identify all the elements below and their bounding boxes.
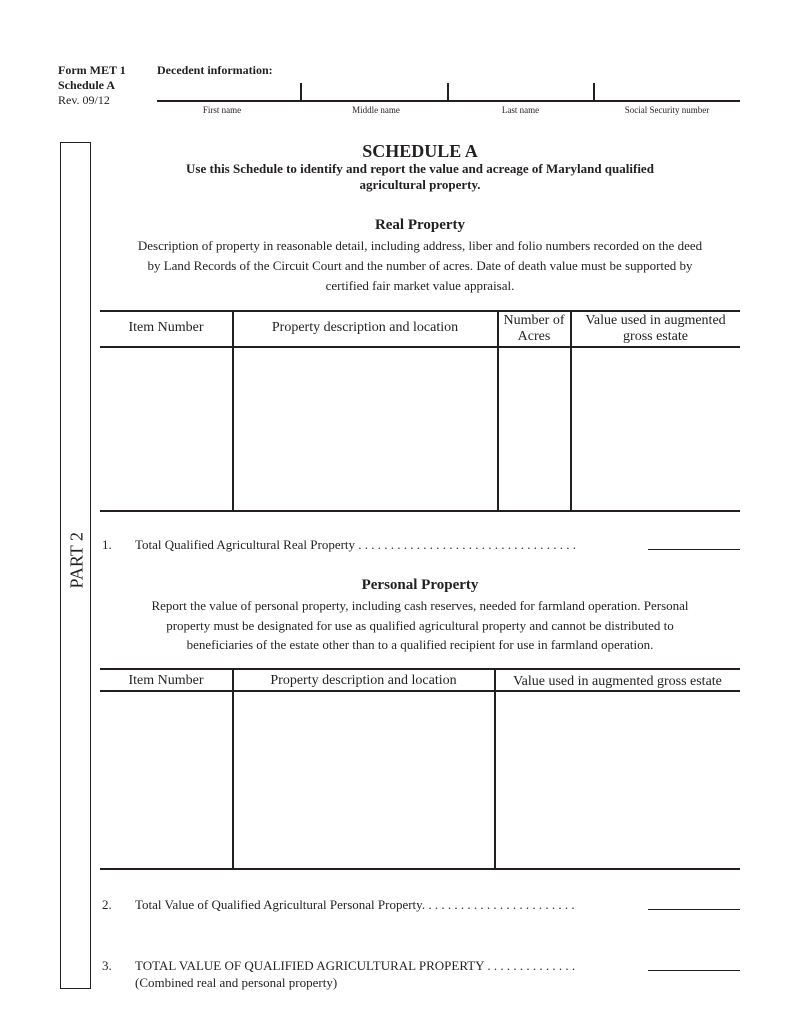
line-1-label: Total Qualified Agricultural Real Property . . . . . . . . . . . . . . . . . . . . . . . . . . . . . . . . . . — [135, 537, 577, 552]
line-3-number: 3. — [102, 958, 112, 973]
line-2-number: 2. — [102, 897, 112, 912]
subtitle-1: Use this Schedule to identify and report the value and acreage of Maryland qualified — [186, 161, 654, 176]
part-label: PART 2 — [66, 532, 87, 589]
schedule-title: SCHEDULE A — [362, 141, 478, 161]
real-property-heading: Real Property — [374, 217, 466, 233]
col-description: Property description and location — [271, 320, 459, 335]
line-3-sublabel: (Combined real and personal property) — [135, 975, 338, 990]
decedent-label: Decedent information: — [157, 63, 273, 77]
real-desc-3: certified fair market value appraisal. — [325, 278, 515, 293]
form-id: Form MET 1 — [58, 63, 126, 77]
personal-property-heading: Personal Property — [361, 577, 479, 593]
col-item-number: Item Number — [128, 673, 204, 688]
col-description: Property description and location — [270, 673, 457, 688]
middle-name-label: Middle name — [352, 105, 400, 115]
personal-desc-1: Report the value of personal property, including cash reserves, needed for farmland operation. Personal — [151, 598, 689, 613]
ssn-label: Social Security number — [624, 105, 710, 115]
subtitle-2: agricultural property. — [359, 177, 481, 192]
revision: Rev. 09/12 — [58, 93, 110, 107]
first-name-label: First name — [202, 105, 242, 115]
line-3-label: TOTAL VALUE OF QUALIFIED AGRICULTURAL PROPERTY . . . . . . . . . . . . . . — [135, 958, 576, 973]
line-1-number: 1. — [102, 537, 112, 552]
last-name-label: Last name — [501, 105, 540, 115]
personal-desc-2: property must be designated for use as qualified agricultural property and cannot be distributed to — [166, 618, 674, 633]
personal-desc-3: beneficiaries of the estate other than to a qualified recipient for use in farmland operation. — [186, 637, 654, 652]
line-1-input[interactable] — [648, 549, 740, 550]
real-desc-1: Description of property in reasonable detail, including address, liber and folio numbers recorded on the deed — [137, 238, 703, 253]
col-value: Value used in augmented gross estate — [513, 674, 722, 689]
col-value: Value used in augmented gross estate — [585, 313, 726, 344]
line-2-label: Total Value of Qualified Agricultural Personal Property. . . . . . . . . . . . . . . . . . . . . . . . — [135, 897, 575, 912]
real-desc-2: by Land Records of the Circuit Court and the number of acres. Date of death value must be supported by — [147, 258, 693, 273]
line-2-input[interactable] — [648, 909, 740, 910]
col-acres: Number of Acres — [503, 313, 565, 344]
col-item-number: Item Number — [128, 320, 204, 335]
line-3-input[interactable] — [648, 970, 740, 971]
schedule-id: Schedule A — [58, 78, 116, 92]
